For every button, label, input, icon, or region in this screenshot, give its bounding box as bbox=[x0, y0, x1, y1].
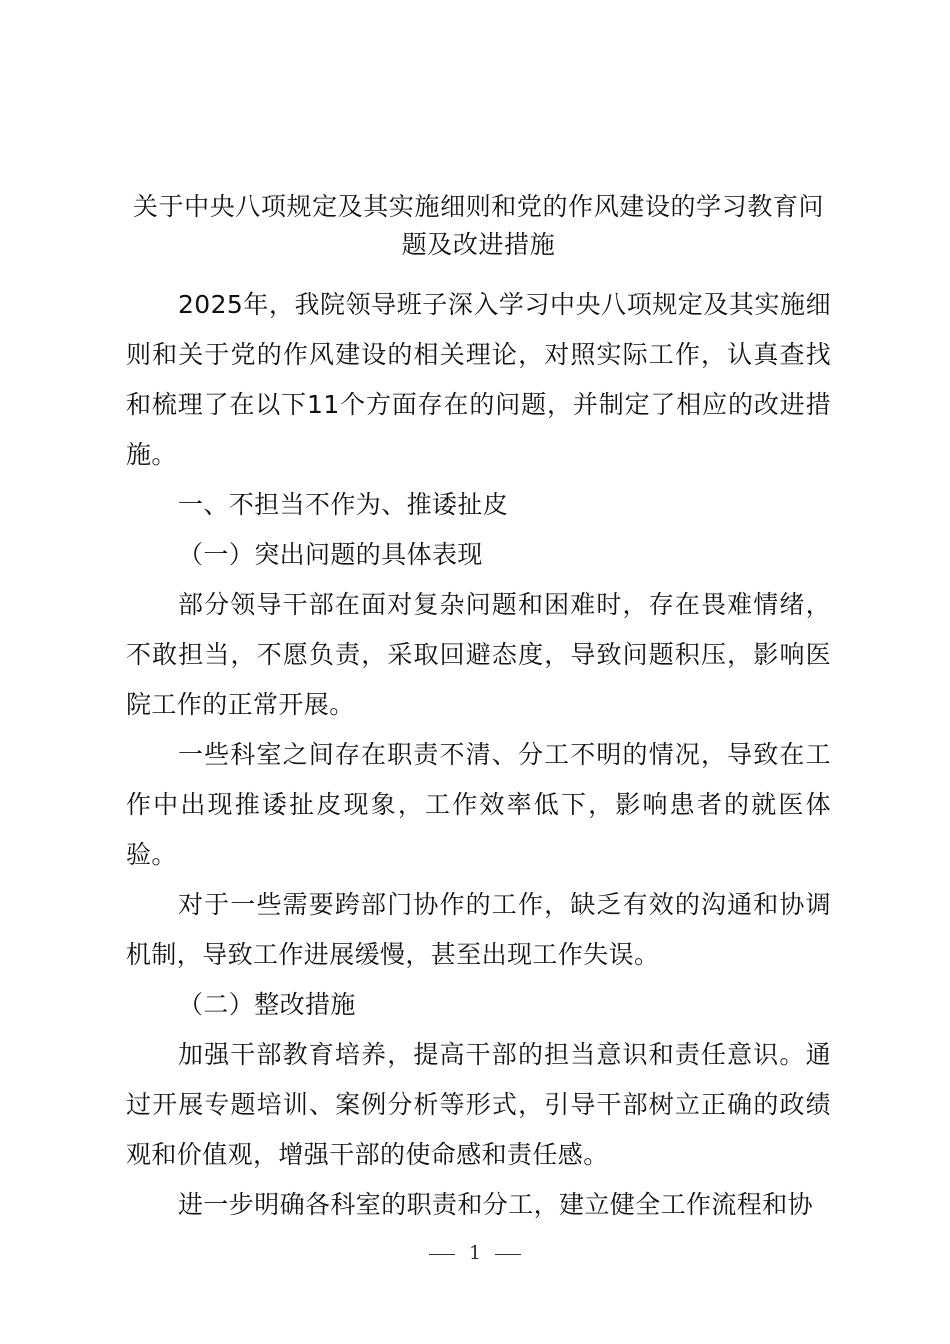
section-heading-1: 一、不担当不作为、推诿扯皮 bbox=[178, 490, 509, 519]
page-footer bbox=[0, 1238, 950, 1268]
body-paragraph: 部分领导干部在面对复杂问题和困难时，存在畏难情绪，不敢担当，不愿负责，采取回避态度，导致问题积压，影响医院工作的正常开展。 bbox=[126, 590, 831, 719]
footer-dash-left bbox=[429, 1254, 455, 1255]
subsection-heading-1: （一）突出问题的具体表现 bbox=[178, 540, 483, 569]
page-number: 1 bbox=[468, 1242, 482, 1264]
body-paragraph: 一些科室之间存在职责不清、分工不明的情况，导致在工作中出现推诿扯皮现象，工作效率低下，影响患者的就医体验。 bbox=[126, 740, 831, 869]
intro-paragraph: 2025年，我院领导班子深入学习中央八项规定及其实施细则和关于党的作风建设的相关理论，对照实际工作，认真查找和梳理了在以下11个方面存在的问题，并制定了相应的改进措施。 bbox=[126, 290, 831, 469]
body-paragraph: 进一步明确各科室的职责和分工，建立健全工作流程和协 bbox=[178, 1190, 814, 1219]
subsection-heading-2: （二）整改措施 bbox=[178, 990, 356, 1019]
body-paragraph: 加强干部教育培养，提高干部的担当意识和责任意识。通过开展专题培训、案例分析等形式，引导干部树立正确的政绩观和价值观，增强干部的使命感和责任感。 bbox=[126, 1040, 831, 1169]
document-body bbox=[126, 280, 831, 1230]
document-title: 关于中央八项规定及其实施细则和党的作风建设的学习教育问题及改进措施 bbox=[132, 192, 825, 259]
footer-dash-right bbox=[495, 1254, 521, 1255]
body-paragraph: 对于一些需要跨部门协作的工作，缺乏有效的沟通和协调机制，导致工作进展缓慢，甚至出现工作失误。 bbox=[126, 890, 831, 969]
